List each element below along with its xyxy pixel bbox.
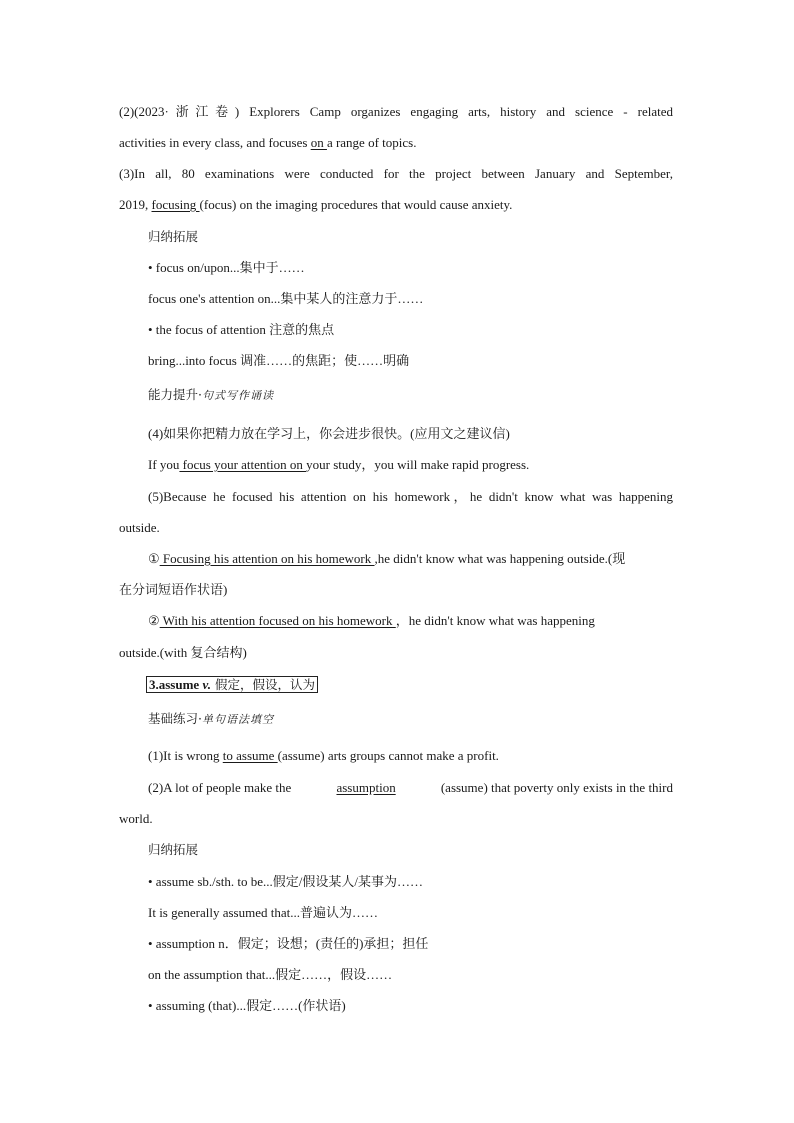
summary2-item: • assume sb./sth. to be...假定/假设某人/某事为…… — [148, 874, 424, 889]
exercise-3-text-end: (focus) on the imaging procedures that would cause anxiety. — [199, 197, 513, 212]
summary-item: • focus on/upon...集中于…… — [148, 260, 305, 275]
option-2-text: ，he didn't know what was happening — [395, 613, 595, 628]
summary2-item: It is generally assumed that...普遍认为…… — [148, 905, 378, 920]
word-number: 3.assume — [149, 677, 200, 692]
exercise-b1-text: (1)It is wrong — [148, 748, 223, 763]
word-meaning: 假定，假设，认为 — [211, 677, 315, 692]
exercise-5-line1: (5)Because he focused his attention on his homework，he didn't know what was happening — [148, 489, 673, 504]
option-1-marker: ① — [148, 551, 160, 566]
word-heading-assume — [146, 676, 318, 694]
option-1-answer: Focusing his attention on his homework — [159, 551, 375, 566]
summary2-heading: 归纳拓展 — [148, 842, 199, 857]
summary-heading: 归纳拓展 — [148, 229, 199, 244]
exercise-2-text-end: a range of topics. — [326, 135, 417, 150]
exercise-5-option-1-line2: 在分词短语作状语) — [119, 582, 228, 597]
summary2-item: on the assumption that...假定……，假设…… — [148, 967, 393, 982]
summary2-item: • assumption n．假定；设想；(责任的)承担；担任 — [148, 936, 429, 951]
exercise-3-answer: focusing — [151, 197, 200, 212]
exercise-b2 — [148, 779, 673, 797]
exercise-3-line1: (3)In all, 80 examinations were conducted for the project between January and September, — [119, 166, 673, 181]
basic-subtitle: 单句语法填空 — [201, 713, 274, 726]
exercise-5-line2: outside. — [119, 520, 160, 535]
ability-heading — [148, 386, 274, 405]
option-2-answer: With his attention focused on his homework — [159, 613, 396, 628]
exercise-b2-text-end: (assume) that poverty only exists in the third — [440, 780, 673, 795]
exercise-2-line1: (2)(2023·浙江卷) Explorers Camp organizes engaging arts, history and science - related — [119, 104, 673, 119]
exercise-2-line2 — [119, 134, 416, 152]
summary2-item: • assuming (that)...假定……(作状语) — [148, 998, 346, 1013]
word-pos: v. — [202, 677, 211, 692]
exercise-2-answer: on — [310, 135, 327, 150]
word-heading-box — [146, 676, 318, 693]
exercise-5-option-2 — [148, 612, 595, 630]
exercise-b2-answer: assumption — [336, 780, 396, 795]
exercise-3-text: 2019, — [119, 197, 152, 212]
option-1-text: ,he didn't know what was happening outside.(现 — [374, 551, 626, 566]
exercise-b2-line2: world. — [119, 811, 153, 826]
exercise-b1 — [148, 747, 499, 765]
exercise-b1-text-end: (assume) arts groups cannot make a profit. — [277, 748, 499, 763]
exercise-b2-text: (2)A lot of people make the — [148, 780, 292, 795]
exercise-5-option-2-line2: outside.(with 复合结构) — [119, 645, 247, 660]
option-2-marker: ② — [148, 613, 160, 628]
exercise-b1-answer: to assume — [222, 748, 278, 763]
exercise-4-prompt: (4)如果你把精力放在学习上，你会进步很快。(应用文之建议信) — [148, 426, 510, 441]
exercise-4-text: If you — [148, 457, 180, 472]
ability-title: 能力提升· — [148, 387, 202, 402]
exercise-4-text-end: your study，you will make rapid progress. — [306, 457, 530, 472]
exercise-4-answer: focus your attention on — [179, 457, 307, 472]
ability-subtitle: 句式写作诵读 — [201, 389, 274, 402]
exercise-5-option-1 — [148, 550, 625, 568]
summary-item: • the focus of attention 注意的焦点 — [148, 322, 335, 337]
exercise-3-line2 — [119, 196, 512, 214]
basic-title: 基础练习· — [148, 711, 202, 726]
basic-heading — [148, 710, 274, 729]
exercise-2-text: activities in every class, and focuses — [119, 135, 311, 150]
summary-item: bring...into focus 调准……的焦距；使……明确 — [148, 353, 410, 368]
exercise-4-sentence — [148, 456, 529, 474]
summary-item: focus one's attention on...集中某人的注意力于…… — [148, 291, 424, 306]
